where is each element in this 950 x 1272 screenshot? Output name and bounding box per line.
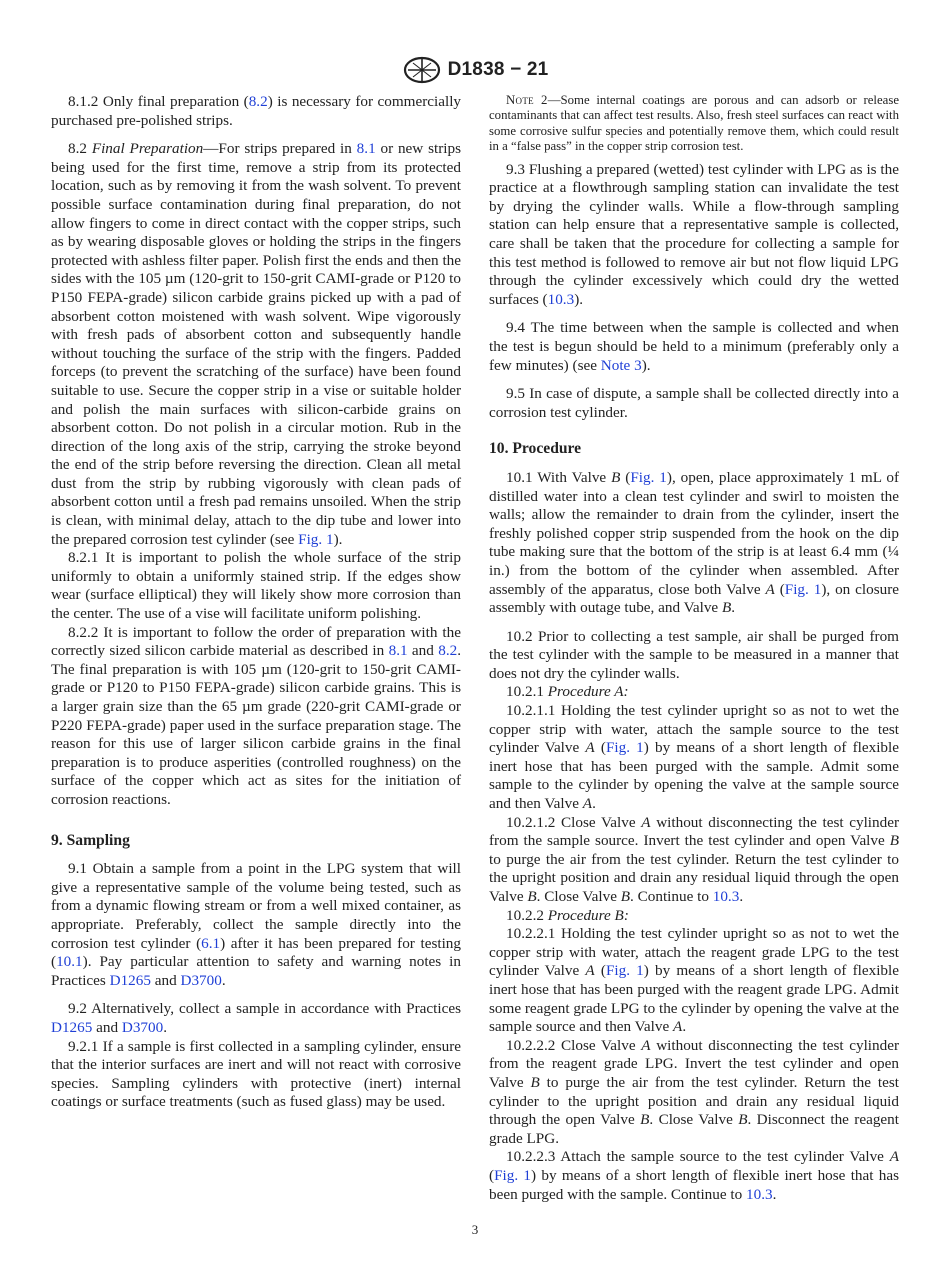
section-heading-sampling: 9. Sampling bbox=[51, 831, 130, 849]
ref-link[interactable]: 6.1 bbox=[201, 934, 221, 952]
section-title: Final Preparation bbox=[91, 140, 204, 158]
paragraph-10-1: 10.1 With Valve B (Fig. 1), open, place approximately 1 mL of distilled water into a clean test cylinder and swirl to moisten the walls; allow the remainder to drain from the cylinder, insert the freshly polished copper strip suspended from the hook on the dip tube making sure that the bottom of the strip is at least 6.4 mm (¼ in.) from the bottom of the cylinder when assembled. After assembly of the apparatus, close both Valve A (Fig. 1), on closure assembly with outage tube, and Valve B. bbox=[489, 468, 900, 617]
figure-link[interactable]: Fig. 1 bbox=[605, 739, 644, 757]
figure-link[interactable]: Fig. 1 bbox=[784, 580, 822, 598]
paragraph-8-2-2: 8.2.2 It is important to follow the order of preparation with the correctly sized silicon carbide material as described in 8.1 and 8.2. The final preparation is with 105 µm (120-grit to 150-grit CAMI-grade or P120 to P150 FEPA-grade) silicon carbide grains. This is a larger grain size than the 65 µm grade (220-grit CAMI-grade or P220 FEPA-grade) paper used in the surface preparation stage. The reason for this use of larger silicon carbide grains in the final preparation is to produce asperities (controlled roughness) on the surface of the copper which act as sites for the initiation of corrosion reactions. bbox=[51, 623, 461, 808]
paragraph-9-2-1: 9.2.1 If a sample is first collected in a sampling cylinder, ensure that the interior surfaces are inert and will not react with corrosive species. Sampling cylinders with protective (inert) internal coatings or surface treatments (such as fused glass) may be used. bbox=[51, 1037, 461, 1111]
figure-link[interactable]: Fig. 1 bbox=[298, 530, 334, 548]
paragraph-10-2-2-3: 10.2.2.3 Attach the sample source to the test cylinder Valve A (Fig. 1) by means of a short length of flexible inert hose that has been purged with the sample. Continue to 10.3. bbox=[489, 1148, 900, 1203]
paragraph-10-2-2: 10.2.2 Procedure B: bbox=[506, 906, 629, 924]
paragraph-8-2: 8.2 Final Preparation—For strips prepared in 8.1 or new strips being used for the first time, remove a strip from its protected location, such as by removing it from the wash solvent. To prevent possible surface contamination during final preparation, do not allow fingers to come in direct contact with the copper strips, such as by wearing disposable gloves or holding the strips in the fingers protected with ashless filter paper. Polish first the ends and then the sides with the 105 µm (120-grit to 150-grit CAMI-grade or P120 to P150 FEPA-grade) silicon carbide grains picked up with a pad of absorbent cotton moistened with wash solvent. Wipe vigorously with fresh pads of absorbent cotton and subsequently handle without touching the surface of the strip with the fingers. Padded forceps (to prevent the scratching of the surface) have been found suitable to use. Secure the copper strip in a vise or suitable holder and polish the main surfaces with silicon-carbide grains on absorbent cotton. Do not polish in a circular motion. Rub in the direction of the long axis of the strip, carrying the stroke beyond the end of the strip before reversing the direction. Clean all metal dust from the strip by rubbing vigorously with clean pads of absorbent cotton until a fresh pad remains unsoiled. When the strip is clean, with minimal delay, attach to the dip tube and lower into the prepared corrosion test cylinder (see Fig. 1). bbox=[51, 140, 461, 548]
ref-link[interactable]: 8.2 bbox=[438, 642, 458, 660]
paragraph-10-2-2-1: 10.2.2.1 Holding the test cylinder upright so as not to wet the copper strip with water, attach the reagent grade LPG to the test cylinder Valve A (Fig. 1) by means of a short length of flexible inert hose that has been purged with the reagent grade LPG. Admit some reagent grade LPG to the cylinder by opening the valve at the sample source and then Valve A. bbox=[489, 925, 899, 1036]
note-2: Note 2—Some internal coatings are porous and can adsorb or release contaminants that can affect test results. Also, fresh steel surfaces can react with some corrosive sulfur species and potentially remove them, which could result in a “false pass” in the copper strip corrosion test. bbox=[489, 93, 899, 154]
paragraph-10-2-2-2: 10.2.2.2 Close Valve A without disconnecting the test cylinder from the reagent grade LPG. Invert the test cylinder and open Valve B to purge the air from the test cylinder. Return the test cylinder to the upright position and drain any residual liquid through the open Valve B. Close Valve B. Disconnect the reagent grade LPG. bbox=[489, 1036, 899, 1147]
ref-link[interactable]: 8.2 bbox=[248, 93, 268, 110]
right-column bbox=[489, 93, 899, 1204]
paragraph-10-2-1-1: 10.2.1.1 Holding the test cylinder upright so as not to wet the copper strip with water, attach the sample source to the test cylinder Valve A (Fig. 1) by means of a short length of flexible inert hose that has been purged with the sample. Admit some sample to the cylinder by opening the valve at the sample source and then Valve A. bbox=[489, 702, 899, 813]
paragraph-10-2-1: 10.2.1 Procedure A: bbox=[506, 683, 629, 701]
standard-link[interactable]: D3700 bbox=[180, 971, 222, 989]
page-number: 3 bbox=[471, 1222, 479, 1237]
ref-link[interactable]: 10.3 bbox=[746, 1185, 773, 1203]
standard-link[interactable]: D1265 bbox=[51, 1018, 93, 1036]
note-label: Note 2 bbox=[506, 93, 548, 107]
section-heading-procedure: 10. Procedure bbox=[489, 440, 582, 458]
paragraph-10-2: 10.2 Prior to collecting a test sample, air shall be purged from the test cylinder with the sample to be measured in a manner that does not dry the cylinder walls. bbox=[489, 627, 899, 682]
ref-link[interactable]: 8.1 bbox=[356, 140, 376, 158]
document-id: D1838 − 21 bbox=[447, 59, 549, 80]
note-link[interactable]: Note 3 bbox=[600, 356, 642, 374]
left-column bbox=[51, 93, 461, 1112]
ref-link[interactable]: 10.3 bbox=[712, 888, 740, 905]
ref-link[interactable]: 10.3 bbox=[547, 290, 575, 308]
paragraph-8-2-1: 8.2.1 It is important to polish the whole surface of the strip uniformly to obtain a uniformly stained strip. If the edges show wear (surface elliptical) they will likely show more corrosion than the center. The use of a vise will facilitate uniform polishing. bbox=[51, 549, 461, 623]
ref-link[interactable]: 8.1 bbox=[388, 642, 408, 660]
figure-link[interactable]: Fig. 1 bbox=[494, 1166, 532, 1184]
figure-link[interactable]: Fig. 1 bbox=[630, 468, 667, 486]
astm-logo-icon bbox=[402, 56, 442, 84]
paragraph-8-1-2: 8.1.2 Only final preparation (8.2) is necessary for commercially purchased pre-polished strips. bbox=[51, 93, 462, 129]
ref-link[interactable]: 10.1 bbox=[56, 953, 83, 971]
page-header bbox=[0, 56, 950, 89]
figure-link[interactable]: Fig. 1 bbox=[605, 962, 644, 980]
standard-link[interactable]: D3700 bbox=[121, 1018, 164, 1036]
paragraph-9-2: 9.2 Alternatively, collect a sample in accordance with Practices D1265 and D3700. bbox=[51, 1000, 461, 1036]
paragraph-10-2-1-2: 10.2.1.2 Close Valve A without disconnecting the test cylinder from the sample source. Invert the test cylinder and open Valve B to purge the air from the test cylinder. Return the test cylinder to the upright position and drain any residual liquid through the open Valve B. Close Valve B. Continue to 10.3. bbox=[489, 813, 899, 905]
paragraph-9-3: 9.3 Flushing a prepared (wetted) test cylinder with LPG as is the practice at a flowthrough sampling station can invalidate the test by drying the cylinder walls. While a flow-through sampling station can help ensure that a representative sample is collected, care shall be taken that the procedure for collecting a sample for this test method is followed to remove air but not flow liquid LPG through the cylinder excessively which could dry the wetted surfaces (10.3). bbox=[489, 160, 899, 308]
paragraph-9-4: 9.4 The time between when the sample is collected and when the test is begun should be held to a minimum (preferably only a few minutes) (see Note 3). bbox=[489, 319, 899, 374]
paragraph-9-1: 9.1 Obtain a sample from a point in the LPG system that will give a representative sample of the volume being tested, such as from a dynamic flowing stream or from a well mixed container, as appropriate. Preferably, collect the sample directly into the corrosion test cylinder (6.1) after it has been prepared for testing (10.1). Pay particular attention to safety and warning notes in Practices D1265 and D3700. bbox=[51, 860, 461, 989]
paragraph-9-5: 9.5 In case of dispute, a sample shall be collected directly into a corrosion test cylinder. bbox=[489, 385, 899, 421]
standard-link[interactable]: D1265 bbox=[109, 971, 151, 989]
